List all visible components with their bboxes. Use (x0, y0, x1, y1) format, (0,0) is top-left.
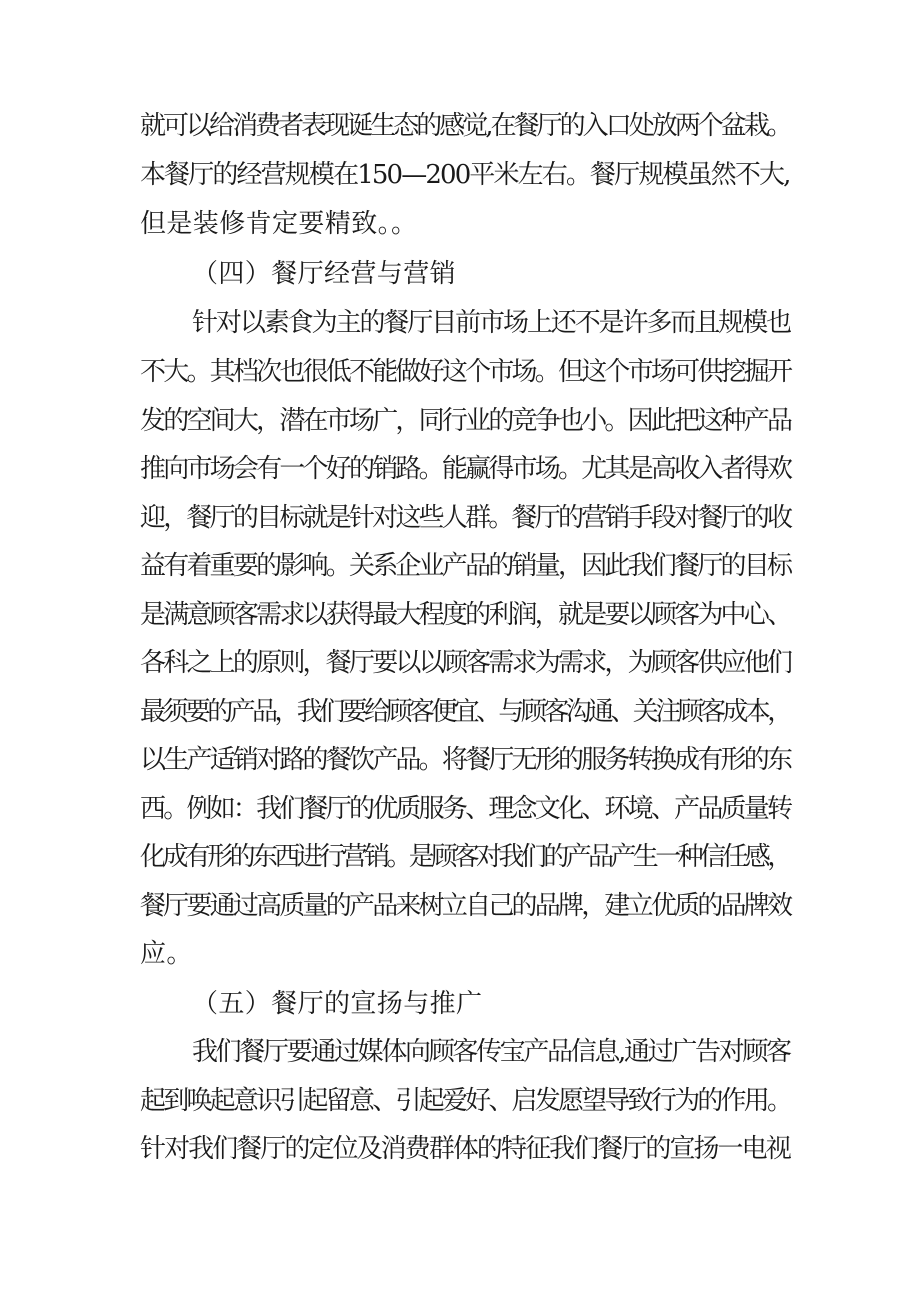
section-heading-5: （五）餐厅的宣扬与推广 (192, 989, 483, 1019)
body-text-line: 不大。其档次也很低不能做好这个市场。但这个市场可供挖掘开 (140, 357, 791, 387)
body-text-line: 起到唤起意识引起留意、引起爱好、启发愿望导致行为的作用。 (140, 1086, 791, 1116)
body-text-line: 针对以素食为主的餐厅目前市场上还不是许多而且规模也 (192, 308, 791, 338)
body-text-line: 餐厅要通过高质量的产品来树立自己的品牌，建立优质的品牌效 (140, 891, 791, 921)
body-text-line: 益有着重要的影响。关系企业产品的销量，因此我们餐厅的目标 (140, 551, 791, 581)
body-text-line: 最须要的产品，我们要给顾客便宜、与顾客沟通、关注顾客成本， (140, 697, 790, 727)
body-text-line: 本餐厅的经营规模在150—200平米左右。餐厅规模虽然不大, (140, 160, 790, 190)
section-heading-4: （四）餐厅经营与营销 (192, 259, 457, 289)
body-text-line: 就可以给消费者表现诞生态的感觉,在餐厅的入口处放两个盆栽。 (140, 111, 790, 141)
body-text-line: 是满意顾客需求以获得最大程度的利润，就是要以顾客为中心、 (140, 600, 791, 630)
body-text-line: 以生产适销对路的餐饮产品。将餐厅无形的服务转换成有形的东 (140, 745, 791, 775)
body-text-line: 迎，餐厅的目标就是针对这些人群。餐厅的营销手段对餐厅的收 (140, 503, 791, 533)
body-text-line: 应。 (140, 939, 193, 969)
body-text-line: 化成有形的东西进行营销。是顾客对我们的产品产生一种信任感， (140, 842, 790, 872)
body-text-line: 各科之上的原则，餐厅要以以顾客需求为需求，为顾客供应他们 (140, 648, 791, 678)
body-text-line: 西。例如：我们餐厅的优质服务、理念文化、环境、产品质量转 (140, 794, 791, 824)
body-text-line: 发的空间大，潜在市场广，同行业的竞争也小。因此把这种产品 (140, 406, 791, 436)
body-text-line: 我们餐厅要通过媒体向顾客传宝产品信息,通过广告对顾客 (192, 1037, 790, 1067)
body-text-line: 针对我们餐厅的定位及消费群体的特征我们餐厅的宣扬一电视 (140, 1134, 790, 1164)
body-text-line: 推向市场会有一个好的销路。能赢得市场。尤其是高收入者得欢 (140, 454, 791, 484)
body-text-line: 但是装修肯定要精致。。 (140, 209, 418, 239)
